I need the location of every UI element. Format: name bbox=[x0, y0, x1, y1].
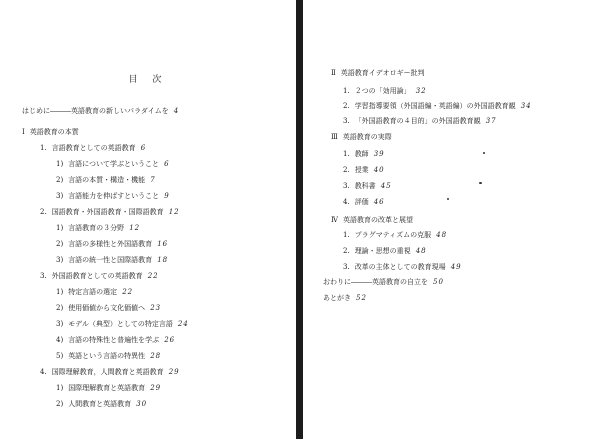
toc-entry-page-number: 12 bbox=[129, 224, 141, 232]
toc-entry-title: 言語の本質・構造・機能 bbox=[68, 176, 146, 184]
book-spine bbox=[296, 0, 303, 439]
toc-entry-number: 2. bbox=[343, 166, 350, 174]
toc-entry bbox=[323, 278, 444, 287]
toc-entry bbox=[56, 160, 170, 169]
toc-entry bbox=[343, 102, 532, 111]
toc-entry-title: 国際理解教育と英語教育 bbox=[68, 384, 146, 392]
toc-entry-number: 3. bbox=[343, 182, 350, 190]
toc-entry-number: Ⅱ bbox=[331, 69, 336, 77]
toc-entry-number: 3) bbox=[56, 256, 64, 264]
toc-entry bbox=[22, 128, 79, 137]
toc-entry-page-number: 23 bbox=[150, 304, 162, 312]
toc-entry bbox=[343, 150, 385, 159]
toc-entry-number: 3. bbox=[40, 272, 47, 280]
toc-entry bbox=[56, 240, 168, 249]
toc-entry bbox=[40, 208, 180, 217]
toc-entry-number: 1. bbox=[343, 231, 350, 239]
toc-entry-number: 2) bbox=[56, 400, 64, 408]
toc-entry-title: モデル（典型）としての特定言語 bbox=[68, 320, 173, 328]
toc-entry-number: 1. bbox=[343, 87, 350, 95]
toc-entry bbox=[22, 107, 179, 116]
toc-entry-title: 評価 bbox=[354, 198, 369, 206]
toc-entry-title: 英語教育の実際 bbox=[342, 133, 392, 141]
toc-entry-number: 1. bbox=[343, 150, 350, 158]
toc-entry-page-number: 6 bbox=[164, 160, 170, 168]
toc-entry-page-number: 26 bbox=[164, 336, 176, 344]
toc-entry-page-number: 29 bbox=[150, 384, 162, 392]
toc-entry-title: 学習指導要領（外国語編・英語編）の外国語教育観 bbox=[354, 102, 516, 110]
toc-entry-title: 英語教育イデオロギー批判 bbox=[340, 69, 425, 77]
toc-entry-page-number: 34 bbox=[520, 102, 532, 110]
toc-entry-number: 1. bbox=[40, 144, 47, 152]
toc-entry bbox=[323, 294, 367, 303]
toc-entry-page-number: 24 bbox=[177, 320, 189, 328]
right-page bbox=[303, 0, 600, 439]
toc-entry-title: 言語の特殊性と普遍性を学ぶ bbox=[68, 336, 160, 344]
toc-entry bbox=[56, 304, 161, 313]
toc-entry bbox=[343, 117, 497, 126]
toc-entry-number: 4. bbox=[343, 198, 350, 206]
toc-entry-title: 言語教育の３分野 bbox=[68, 224, 125, 232]
toc-entry bbox=[56, 384, 161, 393]
toc-entry-page-number: 39 bbox=[373, 150, 385, 158]
toc-entry bbox=[331, 69, 425, 78]
toc-entry-title: 言語の統一性と国際語教育 bbox=[68, 256, 153, 264]
toc-entry-page-number: 28 bbox=[150, 352, 162, 360]
toc-entry-number: 2. bbox=[40, 208, 47, 216]
toc-entry-title: 国際理解教育，人間教育と英語教育 bbox=[51, 368, 164, 376]
toc-entry-page-number: 48 bbox=[415, 247, 427, 255]
toc-entry bbox=[40, 144, 146, 153]
toc-entry bbox=[343, 166, 385, 175]
toc-entry-number: 4) bbox=[56, 336, 64, 344]
toc-entry-page-number: 7 bbox=[150, 176, 156, 184]
toc-entry bbox=[56, 192, 170, 201]
toc-entry-page-number: 49 bbox=[450, 263, 462, 271]
toc-entry-title: 理論・思想の重視 bbox=[354, 247, 411, 255]
toc-entry-page-number: 50 bbox=[433, 278, 444, 286]
toc-entry-page-number: 18 bbox=[157, 256, 169, 264]
toc-entry bbox=[56, 400, 147, 409]
toc-entry-page-number: 9 bbox=[164, 192, 170, 200]
toc-title: 目 次 bbox=[128, 75, 168, 85]
scan-speck bbox=[479, 182, 482, 184]
toc-entry bbox=[40, 272, 159, 281]
toc-entry-page-number: 32 bbox=[415, 87, 427, 95]
toc-entry-page-number: 6 bbox=[140, 144, 147, 152]
toc-entry bbox=[343, 263, 462, 272]
toc-entry-page-number: 48 bbox=[436, 231, 448, 239]
toc-entry-title: はじめに―――英語教育の新しいパラダイムを bbox=[22, 107, 169, 115]
toc-entry-title: あとがき bbox=[323, 294, 351, 302]
toc-entry-number: 2. bbox=[343, 102, 350, 110]
scan-speck bbox=[447, 198, 449, 200]
toc-entry-page-number: 40 bbox=[373, 166, 385, 174]
toc-entry-number: 3. bbox=[343, 263, 350, 271]
toc-entry-title: 英語教育の改革と展望 bbox=[343, 216, 413, 224]
toc-entry-title: 英語という言語の特異性 bbox=[68, 352, 146, 360]
toc-entry-page-number: 22 bbox=[147, 272, 159, 280]
toc-entry-title: 教科書 bbox=[354, 182, 376, 190]
toc-entry-page-number: 4 bbox=[173, 107, 180, 115]
toc-entry-title: 言語の多様性と外国語教育 bbox=[68, 240, 153, 248]
toc-entry bbox=[56, 336, 175, 345]
toc-entry-number: 4. bbox=[40, 368, 47, 376]
toc-entry-title: 使用価値から文化価値へ bbox=[68, 304, 146, 312]
toc-entry bbox=[343, 247, 427, 256]
toc-entry bbox=[40, 368, 180, 377]
toc-entry bbox=[56, 320, 189, 329]
toc-entry-title: 特定言語の選定 bbox=[68, 288, 118, 296]
toc-entry-title: 外国語教育としての英語教育 bbox=[51, 272, 143, 280]
toc-entry-number: 2) bbox=[56, 240, 64, 248]
toc-entry-number: 5) bbox=[56, 352, 64, 360]
left-page bbox=[0, 0, 296, 439]
toc-entry-title: 言語について学ぶということ bbox=[68, 160, 160, 168]
toc-entry-page-number: 30 bbox=[136, 400, 148, 408]
toc-entry-title: プラグマティズムの克服 bbox=[354, 231, 432, 239]
toc-entry bbox=[343, 182, 392, 191]
toc-entry-number: 3. bbox=[343, 117, 350, 125]
toc-entry-page-number: 12 bbox=[168, 208, 180, 216]
toc-entry bbox=[331, 133, 392, 142]
toc-entry bbox=[56, 288, 133, 297]
toc-entry-number: 2) bbox=[56, 304, 64, 312]
toc-entry-page-number: 29 bbox=[168, 368, 180, 376]
toc-entry-title: 授業 bbox=[354, 166, 369, 174]
toc-entry-page-number: 46 bbox=[373, 198, 385, 206]
toc-entry bbox=[56, 352, 161, 361]
scan-speck bbox=[483, 152, 485, 154]
toc-entry-number: 3) bbox=[56, 192, 64, 200]
toc-entry-number: Ⅲ bbox=[331, 133, 338, 141]
toc-entry bbox=[56, 176, 156, 185]
toc-entry-title: 「外国語教育の４目的」の外国語教育観 bbox=[354, 117, 481, 125]
toc-entry-title: 英語教育の本質 bbox=[29, 128, 79, 136]
toc-entry-number: 1) bbox=[56, 160, 64, 168]
toc-entry-number: Ⅰ bbox=[22, 128, 25, 136]
toc-entry-title: 改革の主体としての教育現場 bbox=[354, 263, 446, 271]
toc-entry bbox=[56, 256, 168, 265]
toc-entry-page-number: 16 bbox=[157, 240, 169, 248]
toc-entry-title: 国語教育・外国語教育・国際語教育 bbox=[51, 208, 164, 216]
toc-entry bbox=[56, 224, 140, 233]
toc-entry-title: 言語能力を伸ばすということ bbox=[68, 192, 160, 200]
toc-entry-number: 1) bbox=[56, 384, 64, 392]
toc-entry-title: 言語教育としての英語教育 bbox=[51, 144, 136, 152]
toc-entry-page-number: 37 bbox=[485, 117, 497, 125]
toc-entry bbox=[343, 198, 385, 207]
toc-entry-number: 3) bbox=[56, 320, 64, 328]
toc-entry-number: 1) bbox=[56, 288, 64, 296]
toc-entry-number: 2) bbox=[56, 176, 64, 184]
toc-entry-number: 2. bbox=[343, 247, 350, 255]
toc-entry-page-number: 45 bbox=[380, 182, 392, 190]
toc-entry-page-number: 22 bbox=[122, 288, 134, 296]
toc-entry-page-number: 52 bbox=[356, 294, 367, 302]
toc-entry bbox=[343, 87, 427, 96]
toc-entry bbox=[343, 231, 447, 240]
toc-entry-number: 1) bbox=[56, 224, 64, 232]
toc-entry-title: おわりに―――英語教育の自立を bbox=[323, 278, 428, 286]
toc-entry-title: 人間教育と英語教育 bbox=[68, 400, 132, 408]
toc-entry-title: ２つの「効用論」 bbox=[354, 87, 411, 95]
toc-entry-number: Ⅳ bbox=[331, 216, 338, 224]
toc-entry-title: 教師 bbox=[354, 150, 369, 158]
toc-entry bbox=[331, 216, 413, 225]
